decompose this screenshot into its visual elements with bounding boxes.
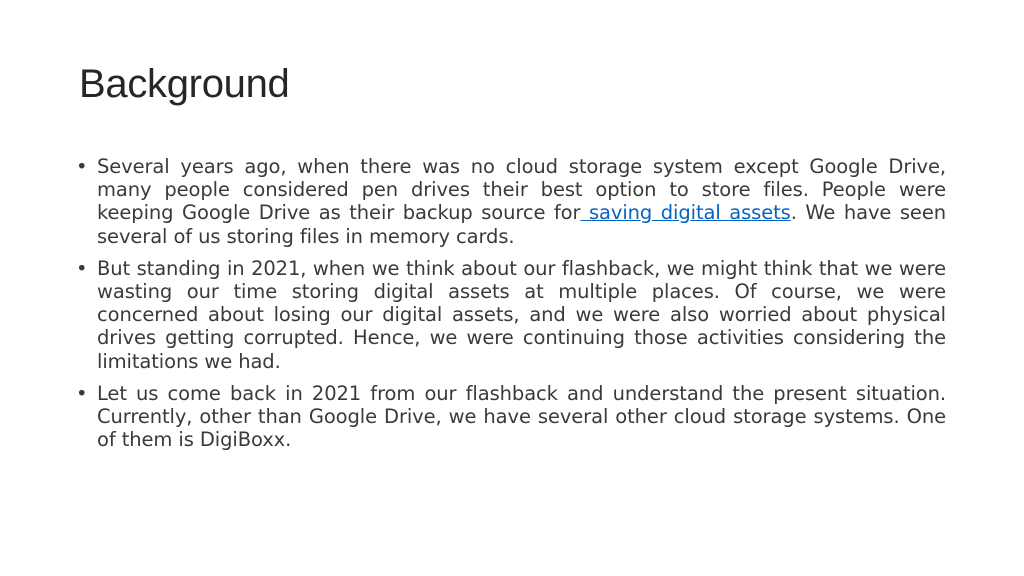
bullet-item-2 — [76, 257, 946, 373]
bullet-2-text: But standing in 2021, when we think about our flashback, we might think that we were wasting our time storing digital assets at multiple places. Of course, we were concerned about losing our digital assets, and we were also worried about physical drives getting corrupted. Hence, we were continuing those activities considering the limitations we had. — [97, 256, 946, 373]
bullet-item-1 — [76, 155, 946, 248]
bullet-list — [76, 155, 946, 460]
slide-title: Background — [79, 62, 290, 106]
bullet-icon: • — [76, 155, 88, 178]
saving-digital-assets-link[interactable]: saving digital assets — [580, 201, 791, 225]
bullet-1-text-before: Several years ago, when there was no cloud storage system except Google Drive, many people considered pen drives their best option to store files. People were keeping Google Drive as their backup source for — [97, 155, 946, 225]
bullet-1-text-after: . We have seen several of us storing files in memory cards. — [97, 201, 946, 248]
bullet-3-text: Let us come back in 2021 from our flashback and understand the present situation. Currently, other than Google Drive, we have several other cloud storage systems. One of them is DigiBoxx. — [97, 381, 946, 452]
bullet-icon: • — [76, 256, 88, 280]
bullet-icon: • — [76, 381, 88, 405]
bullet-item-3 — [76, 382, 946, 452]
